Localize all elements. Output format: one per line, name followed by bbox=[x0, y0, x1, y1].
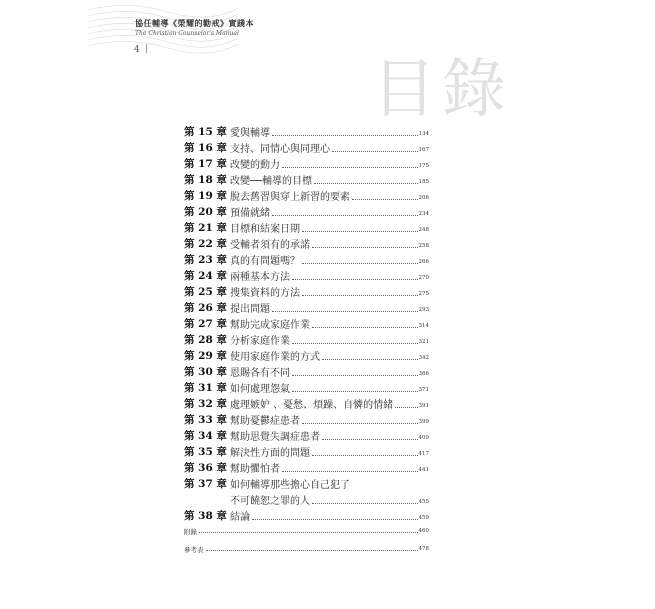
dot-leader bbox=[312, 503, 418, 504]
toc-page-number: 321 bbox=[418, 339, 429, 345]
toc-page-number: 366 bbox=[418, 371, 429, 377]
toc-chapter-number: 第 24 章 bbox=[184, 270, 227, 282]
toc-chapter-title: 幫助懼怕者 bbox=[230, 464, 280, 475]
toc-entry[interactable] bbox=[184, 155, 429, 171]
toc-page-number: 293 bbox=[418, 307, 429, 313]
toc-chapter-number: 第 33 章 bbox=[184, 414, 227, 426]
dot-leader bbox=[206, 550, 418, 551]
toc-chapter-number: 第 21 章 bbox=[184, 222, 227, 234]
dot-leader bbox=[292, 391, 418, 392]
toc-chapter-title: 幫助完成家庭作業 bbox=[230, 320, 310, 331]
dot-leader bbox=[395, 407, 417, 408]
dot-leader bbox=[292, 343, 418, 344]
toc-chapter-title: 幫助憂鬱症患者 bbox=[230, 416, 300, 427]
back-matter-entry[interactable] bbox=[184, 518, 429, 536]
toc-entry[interactable] bbox=[184, 475, 429, 491]
toc-page-number: 234 bbox=[418, 211, 429, 217]
toc-page-number: 391 bbox=[418, 403, 429, 409]
toc-chapter-title: 受輔者須有的承諾 bbox=[230, 240, 310, 251]
toc-page-number: 248 bbox=[418, 227, 429, 233]
toc-chapter-number: 第 38 章 bbox=[184, 510, 227, 522]
toc-chapter-number: 第 15 章 bbox=[184, 126, 227, 138]
dot-leader bbox=[332, 151, 418, 152]
toc-entry[interactable] bbox=[184, 283, 429, 299]
toc-chapter-number: 第 22 章 bbox=[184, 238, 227, 250]
toc-chapter-title: 使用家庭作業的方式 bbox=[230, 352, 320, 363]
toc-entry[interactable] bbox=[184, 459, 429, 475]
toc-entry[interactable] bbox=[184, 363, 429, 379]
toc-chapter-number: 第 29 章 bbox=[184, 350, 227, 362]
back-matter-page-number: 460 bbox=[418, 528, 429, 534]
back-matter-title: 附錄 bbox=[184, 528, 197, 536]
dot-leader bbox=[272, 135, 418, 136]
dot-leader bbox=[302, 423, 418, 424]
toc-entry[interactable] bbox=[184, 123, 429, 139]
toc-page-number: 455 bbox=[418, 499, 429, 505]
toc-page-number: 266 bbox=[418, 259, 429, 265]
page-number bbox=[134, 44, 147, 55]
toc-page-number: 399 bbox=[418, 419, 429, 425]
toc-chapter-number: 第 17 章 bbox=[184, 158, 227, 170]
toc-chapter-number: 第 16 章 bbox=[184, 142, 227, 154]
toc-chapter-title: 預備就緒 bbox=[230, 208, 270, 219]
dot-leader bbox=[312, 327, 418, 328]
toc-chapter-title: 改變的動力 bbox=[230, 160, 280, 171]
table-of-contents bbox=[184, 123, 429, 523]
dot-leader bbox=[292, 375, 418, 376]
toc-chapter-number: 第 37 章 bbox=[184, 478, 227, 490]
toc-chapter-title: 分析家庭作業 bbox=[230, 336, 290, 347]
toc-chapter-title: 支持、同情心與同理心 bbox=[230, 144, 330, 155]
toc-entry[interactable] bbox=[184, 427, 429, 443]
back-matter-list bbox=[184, 518, 429, 554]
toc-entry[interactable] bbox=[184, 395, 429, 411]
page-title: 目錄 bbox=[372, 53, 512, 127]
toc-entry[interactable] bbox=[184, 235, 429, 251]
toc-chapter-number: 第 26 章 bbox=[184, 302, 227, 314]
toc-chapter-title: 不可饒恕之罪的人 bbox=[230, 496, 310, 507]
toc-chapter-title: 脫去舊習與穿上新習的要素 bbox=[230, 192, 350, 203]
toc-page-number: 459 bbox=[418, 515, 429, 521]
toc-chapter-number: 第 28 章 bbox=[184, 334, 227, 346]
toc-entry[interactable] bbox=[184, 139, 429, 155]
toc-entry[interactable] bbox=[184, 219, 429, 235]
toc-chapter-title: 結論 bbox=[230, 512, 250, 523]
toc-page-number: 371 bbox=[418, 387, 429, 393]
book-subtitle: The Christian Counselor's Manual bbox=[135, 30, 239, 37]
toc-chapter-title: 解決性方面的問題 bbox=[230, 448, 310, 459]
toc-page-number: 275 bbox=[418, 291, 429, 297]
toc-chapter-title: 真的有問題嗎？ bbox=[230, 256, 300, 267]
back-matter-entry[interactable] bbox=[184, 536, 429, 554]
dot-leader bbox=[272, 311, 418, 312]
toc-page-number: 342 bbox=[418, 355, 429, 361]
toc-page-number: 417 bbox=[418, 451, 429, 457]
toc-chapter-title: 提出問題 bbox=[230, 304, 270, 315]
toc-page-number: 206 bbox=[418, 195, 429, 201]
running-head bbox=[135, 18, 254, 37]
toc-page-number: 270 bbox=[418, 275, 429, 281]
dot-leader bbox=[352, 199, 418, 200]
dot-leader bbox=[292, 279, 418, 280]
dot-leader bbox=[282, 167, 418, 168]
book-title: 協任輔導《榮耀的勸戒》實踐本 bbox=[135, 18, 254, 28]
dot-leader bbox=[312, 247, 418, 248]
toc-chapter-title: 如何處理怨氣 bbox=[230, 384, 290, 395]
toc-chapter-title: 幫助思覺失調症患者 bbox=[230, 432, 320, 443]
toc-entry[interactable] bbox=[184, 299, 429, 315]
toc-page-number: 258 bbox=[418, 243, 429, 249]
toc-page-number: 185 bbox=[418, 179, 429, 185]
toc-chapter-title: 愛與輔導 bbox=[230, 128, 270, 139]
dot-leader bbox=[199, 532, 418, 533]
toc-entry[interactable] bbox=[184, 331, 429, 347]
dot-leader bbox=[322, 359, 418, 360]
toc-page-number: 134 bbox=[418, 131, 429, 137]
toc-page-number: 441 bbox=[418, 467, 429, 473]
dot-leader bbox=[272, 215, 418, 216]
toc-chapter-title: 搜集資料的方法 bbox=[230, 288, 300, 299]
toc-entry[interactable] bbox=[184, 267, 429, 283]
toc-chapter-number: 第 36 章 bbox=[184, 462, 227, 474]
toc-chapter-number: 第 19 章 bbox=[184, 190, 227, 202]
toc-chapter-title: 改變──輔導的目標 bbox=[230, 176, 313, 187]
dot-leader bbox=[282, 471, 418, 472]
toc-entry[interactable] bbox=[184, 347, 429, 363]
toc-chapter-number: 第 25 章 bbox=[184, 286, 227, 298]
toc-entry[interactable] bbox=[184, 203, 429, 219]
toc-entry[interactable] bbox=[184, 443, 429, 459]
toc-chapter-number: 第 34 章 bbox=[184, 430, 227, 442]
toc-entry[interactable] bbox=[184, 411, 429, 427]
dot-leader bbox=[312, 455, 418, 456]
toc-chapter-title: 處理嫉妒 、憂愁、煩躁、自憐的情緒 bbox=[230, 400, 394, 411]
dot-leader bbox=[314, 183, 417, 184]
toc-chapter-title: 目標和結案日期 bbox=[230, 224, 300, 235]
toc-page-number: 314 bbox=[418, 323, 429, 329]
toc-chapter-number: 第 31 章 bbox=[184, 382, 227, 394]
toc-page-number: 175 bbox=[418, 163, 429, 169]
toc-entry[interactable] bbox=[184, 187, 429, 203]
toc-chapter-title: 兩種基本方法 bbox=[230, 272, 290, 283]
back-matter-page-number: 478 bbox=[418, 546, 429, 552]
dot-leader bbox=[302, 263, 418, 264]
toc-chapter-number: 第 35 章 bbox=[184, 446, 227, 458]
toc-entry[interactable] bbox=[184, 171, 429, 187]
toc-chapter-number: 第 32 章 bbox=[184, 398, 227, 410]
toc-entry[interactable] bbox=[184, 379, 429, 395]
toc-chapter-number: 第 20 章 bbox=[184, 206, 227, 218]
toc-page-number: 409 bbox=[418, 435, 429, 441]
toc-chapter-number: 第 23 章 bbox=[184, 254, 227, 266]
dot-leader bbox=[322, 439, 418, 440]
dot-leader bbox=[302, 295, 418, 296]
toc-chapter-title: 如何輔導那些擔心自己犯了 bbox=[230, 480, 350, 491]
toc-entry[interactable] bbox=[184, 491, 429, 507]
toc-page-number: 167 bbox=[418, 147, 429, 153]
page-number-text: 4 bbox=[134, 45, 140, 55]
toc-entry[interactable] bbox=[184, 315, 429, 331]
toc-entry[interactable] bbox=[184, 251, 429, 267]
toc-chapter-number: 第 27 章 bbox=[184, 318, 227, 330]
toc-chapter-number: 第 18 章 bbox=[184, 174, 227, 186]
toc-chapter-number: 第 30 章 bbox=[184, 366, 227, 378]
dot-leader bbox=[302, 231, 418, 232]
back-matter-title: 參考表 bbox=[184, 546, 204, 554]
toc-chapter-title: 恩賜各有不同 bbox=[230, 368, 290, 379]
